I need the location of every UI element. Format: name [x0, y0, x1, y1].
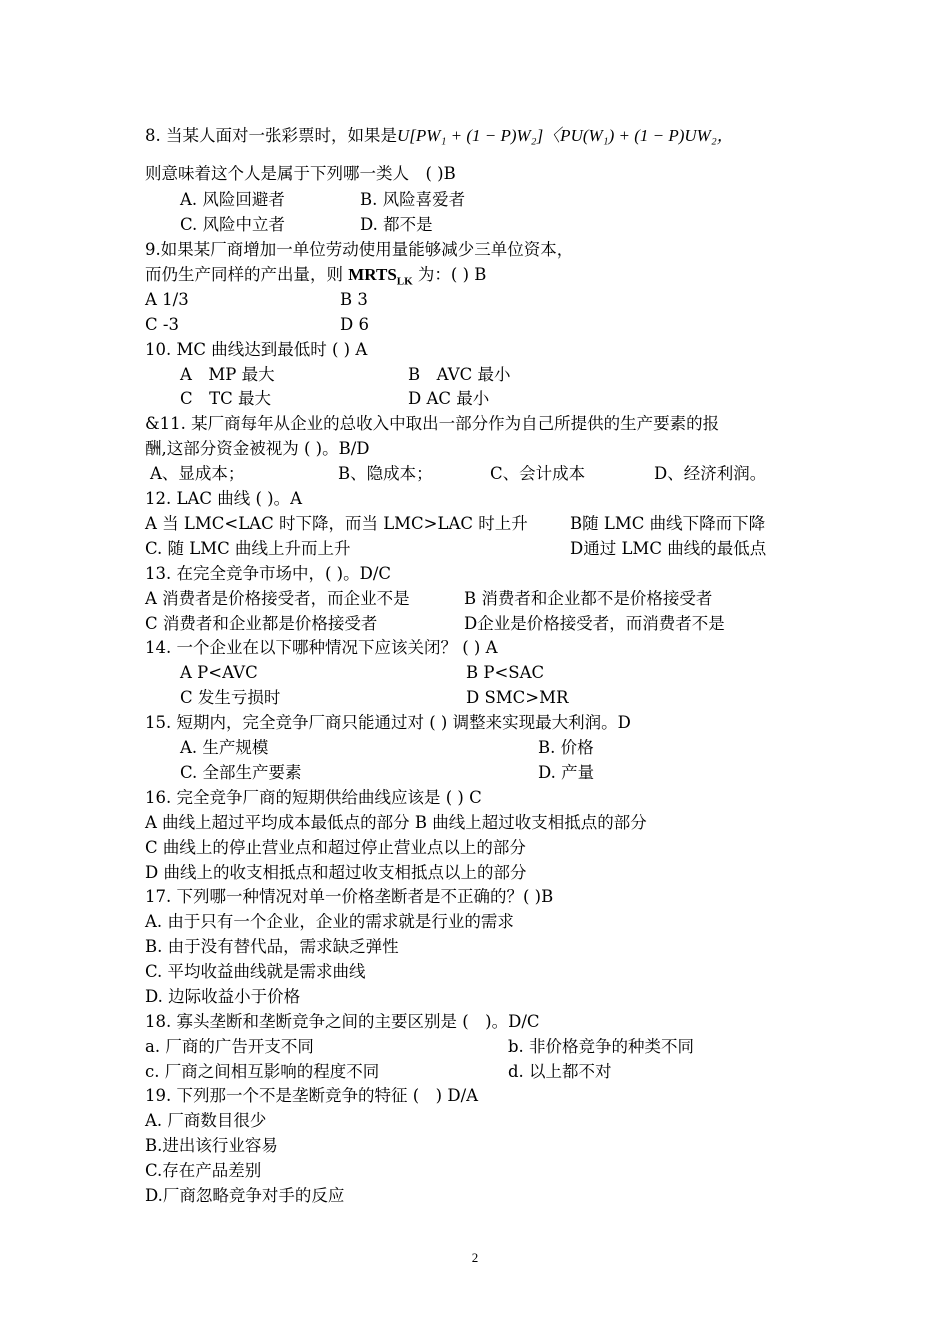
q15-option-d: D. 产量 — [538, 763, 595, 782]
q9-mrts-subscript: LK — [396, 275, 413, 288]
q10-option-c: C TC 最大 — [180, 389, 271, 408]
q16-option-d: D 曲线上的收支相抵点和超过收支相抵点以上的部分 — [145, 863, 527, 882]
q9-stem: 9.如果某厂商增加一单位劳动使用量能够减少三单位资本， — [145, 240, 574, 259]
q8-stem-text: 8. 当某人面对一张彩票时，如果是 — [145, 126, 397, 145]
q11-stem: &11. 某厂商每年从企业的总收入中取出一部分作为自己所提供的生产要素的报 — [145, 414, 720, 433]
q12-option-c: C. 随 LMC 曲线上升而上升 — [145, 539, 351, 558]
q18-option-a: a. 厂商的广告开支不同 — [145, 1037, 314, 1056]
q10-option-b: B AVC 最小 — [408, 365, 511, 384]
q9-option-c: C -3 — [145, 315, 179, 334]
q13-option-d: D企业是价格接受者，而消费者不是 — [464, 614, 725, 633]
q14-option-b: B P<SAC — [466, 663, 545, 682]
q12-option-b: B随 LMC 曲线下降而下降 — [570, 514, 766, 533]
q17-stem: 17. 下列哪一种情况对单一价格垄断者是不正确的？( )B — [145, 887, 554, 906]
q10-option-a: A MP 最大 — [180, 365, 275, 384]
q9-option-a: A 1/3 — [145, 290, 189, 309]
q14-option-c: C 发生亏损时 — [180, 688, 281, 707]
q12-stem: 12. LAC 曲线 ( )。A — [145, 489, 303, 508]
q9-option-d: D 6 — [340, 315, 369, 334]
q18-stem: 18. 寡头垄断和垄断竞争之间的主要区别是 ( )。D/C — [145, 1012, 540, 1031]
q9-mrts — [348, 265, 413, 288]
q16-stem: 16. 完全竞争厂商的短期供给曲线应该是 ( ) C — [145, 788, 482, 807]
q17-option-d: D. 边际收益小于价格 — [145, 987, 301, 1006]
q8-stem-continued: 则意味着这个人是属于下列哪一类人 ( )B — [145, 164, 456, 183]
q13-option-b: B 消费者和企业都不是价格接受者 — [464, 589, 713, 608]
q18-option-b: b. 非价格竞争的种类不同 — [508, 1037, 695, 1056]
q11-option-a: A、显成本； — [150, 464, 245, 483]
q9-option-b: B 3 — [340, 290, 368, 309]
q15-option-c: C. 全部生产要素 — [180, 763, 302, 782]
q8-option-d: D. 都不是 — [360, 215, 433, 234]
q18-option-c: c. 厂商之间相互影响的程度不同 — [145, 1062, 380, 1081]
q9-stem-text: 而仍生产同样的产出量，则 — [145, 265, 349, 284]
q8-formula: U[PW₁ + (1 − P)W₂]〈PU(W₁) + (1 − P)UW₂， — [397, 126, 734, 145]
page-number: 2 — [471, 1250, 479, 1265]
q8-option-a: A. 风险回避者 — [180, 190, 285, 209]
q8-stem — [145, 125, 734, 147]
q12-option-d: D通过 LMC 曲线的最低点 — [570, 539, 767, 558]
q17-option-c: C. 平均收益曲线就是需求曲线 — [145, 962, 366, 981]
q10-option-d: D AC 最小 — [408, 389, 490, 408]
q17-option-a: A. 由于只有一个企业，企业的需求就是行业的需求 — [145, 912, 514, 931]
q19-option-d: D.厂商忽略竞争对手的反应 — [145, 1186, 345, 1205]
q19-option-c: C.存在产品差别 — [145, 1161, 262, 1180]
q17-option-b: B. 由于没有替代品，需求缺乏弹性 — [145, 937, 399, 956]
q9-stem-continued — [145, 264, 486, 292]
q8-option-b: B. 风险喜爱者 — [360, 190, 466, 209]
q19-option-b: B.进出该行业容易 — [145, 1136, 278, 1155]
q11-option-d: D、经济利润。 — [654, 464, 767, 483]
q16-option-a-b: A 曲线上超过平均成本最低点的部分 B 曲线上超过收支相抵点的部分 — [145, 813, 647, 832]
q11-option-b: B、隐成本； — [338, 464, 433, 483]
q13-stem: 13. 在完全竞争市场中，( )。D/C — [145, 564, 392, 583]
q19-stem: 19. 下列那一个不是垄断竞争的特征 ( ) D/A — [145, 1086, 479, 1105]
q15-stem: 15. 短期内，完全竞争厂商只能通过对 ( ) 调整来实现最大利润。D — [145, 713, 631, 732]
q11-stem-continued: 酬,这部分资金被视为 ( )。B/D — [145, 439, 370, 458]
q14-stem: 14. 一个企业在以下哪种情况下应该关闭？ ( ) A — [145, 638, 498, 657]
q11-option-c: C、会计成本 — [490, 464, 586, 483]
q10-stem: 10. MC 曲线达到最低时 ( ) A — [145, 340, 368, 359]
q16-option-c: C 曲线上的停止营业点和超过停止营业点以上的部分 — [145, 838, 526, 857]
q13-option-c: C 消费者和企业都是价格接受者 — [145, 614, 378, 633]
q15-option-a: A. 生产规模 — [180, 738, 269, 757]
q14-option-d: D SMC>MR — [466, 688, 569, 707]
q14-option-a: A P<AVC — [180, 663, 258, 682]
q9-mrts-label: MRTS — [348, 265, 397, 284]
q12-option-a: A 当 LMC<LAC 时下降，而当 LMC>LAC 时上升 — [145, 514, 528, 533]
q13-option-a: A 消费者是价格接受者，而企业不是 — [145, 589, 410, 608]
q19-option-a: A. 厂商数目很少 — [145, 1111, 267, 1130]
q9-stem-end: 为：( ) B — [412, 265, 487, 284]
q18-option-d: d. 以上都不对 — [508, 1062, 612, 1081]
q8-option-c: C. 风险中立者 — [180, 215, 286, 234]
q15-option-b: B. 价格 — [538, 738, 594, 757]
